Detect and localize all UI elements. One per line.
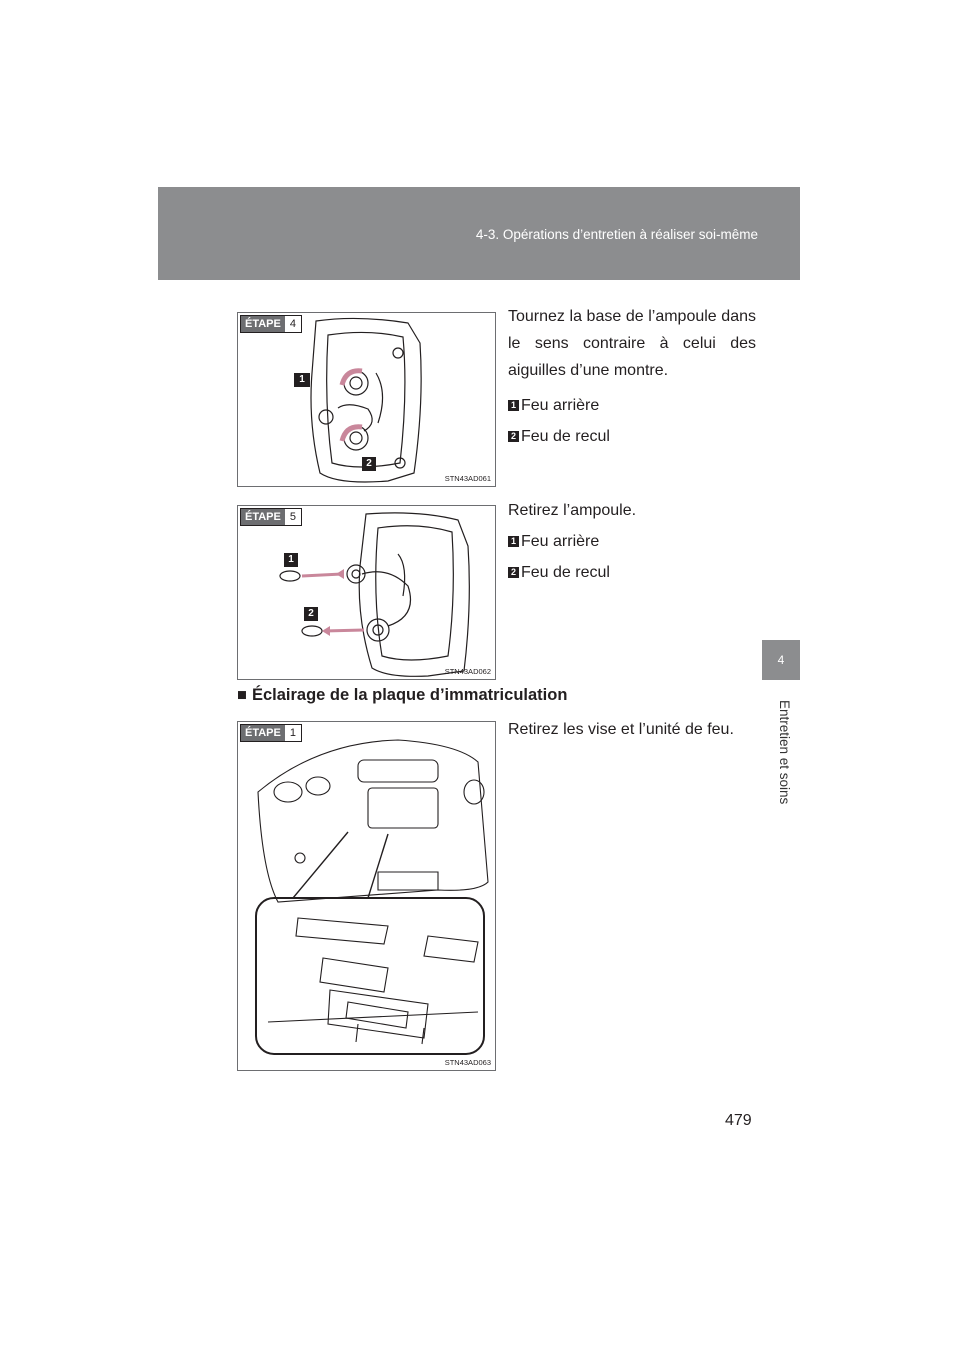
section-title: 4-3. Opérations d’entretien à réaliser soi-même xyxy=(475,227,758,242)
item-text: Feu arrière xyxy=(521,397,600,414)
item-text: Feu de recul xyxy=(521,564,610,581)
license-step-text xyxy=(508,716,756,743)
bulb-removal-illustration xyxy=(238,506,495,679)
figure-code: STN43AD063 xyxy=(444,1058,491,1067)
figure-license-plate-light xyxy=(237,721,496,1071)
callout-1: 1 xyxy=(299,374,305,385)
callout-2: 2 xyxy=(308,608,314,619)
step-badge-number: 1 xyxy=(285,725,301,741)
step-instruction: Retirez les vise et l’unité de feu. xyxy=(508,721,734,738)
figure-step-5 xyxy=(237,505,496,680)
license-plate-light-illustration xyxy=(238,722,495,1070)
item-number: 2 xyxy=(508,431,519,442)
callout-2: 2 xyxy=(366,458,372,469)
chapter-number-tab: 4 xyxy=(762,640,800,680)
header-band xyxy=(158,187,800,280)
item-number: 1 xyxy=(508,536,519,547)
page-number: 479 xyxy=(725,1112,752,1129)
step-badge-label: ÉTAPE xyxy=(241,316,285,332)
step-instruction: Retirez l’ampoule. xyxy=(508,502,637,519)
figure-code: STN43AD061 xyxy=(444,474,491,483)
step-5-text xyxy=(508,497,756,586)
section-heading-text: Éclairage de la plaque d’immatriculation xyxy=(251,686,568,704)
step-badge-label: ÉTAPE xyxy=(241,725,285,741)
figure-step-4 xyxy=(237,312,496,487)
list-item xyxy=(508,423,756,450)
callout-1: 1 xyxy=(288,554,294,565)
list-item xyxy=(508,392,756,419)
chapter-title-tab: Entretien et soins xyxy=(777,700,792,805)
list-item xyxy=(508,528,756,555)
step-badge-label: ÉTAPE xyxy=(241,509,285,525)
step-badge-number: 4 xyxy=(285,316,301,332)
step-4-text xyxy=(508,303,756,450)
step-badge-number: 5 xyxy=(285,509,301,525)
item-text: Feu arrière xyxy=(521,533,600,550)
step-badge xyxy=(240,315,302,333)
list-item xyxy=(508,559,756,586)
step-badge xyxy=(240,724,302,742)
square-bullet-icon: ■ xyxy=(237,686,247,704)
step-instruction: Tournez la base de l’ampoule dans le sens contraire à celui des aiguilles d’une montre. xyxy=(508,308,756,379)
figure-code: STN43AD062 xyxy=(444,667,491,676)
item-number: 2 xyxy=(508,567,519,578)
item-text: Feu de recul xyxy=(521,428,610,445)
step-badge xyxy=(240,508,302,526)
section-heading xyxy=(237,686,567,705)
item-number: 1 xyxy=(508,400,519,411)
